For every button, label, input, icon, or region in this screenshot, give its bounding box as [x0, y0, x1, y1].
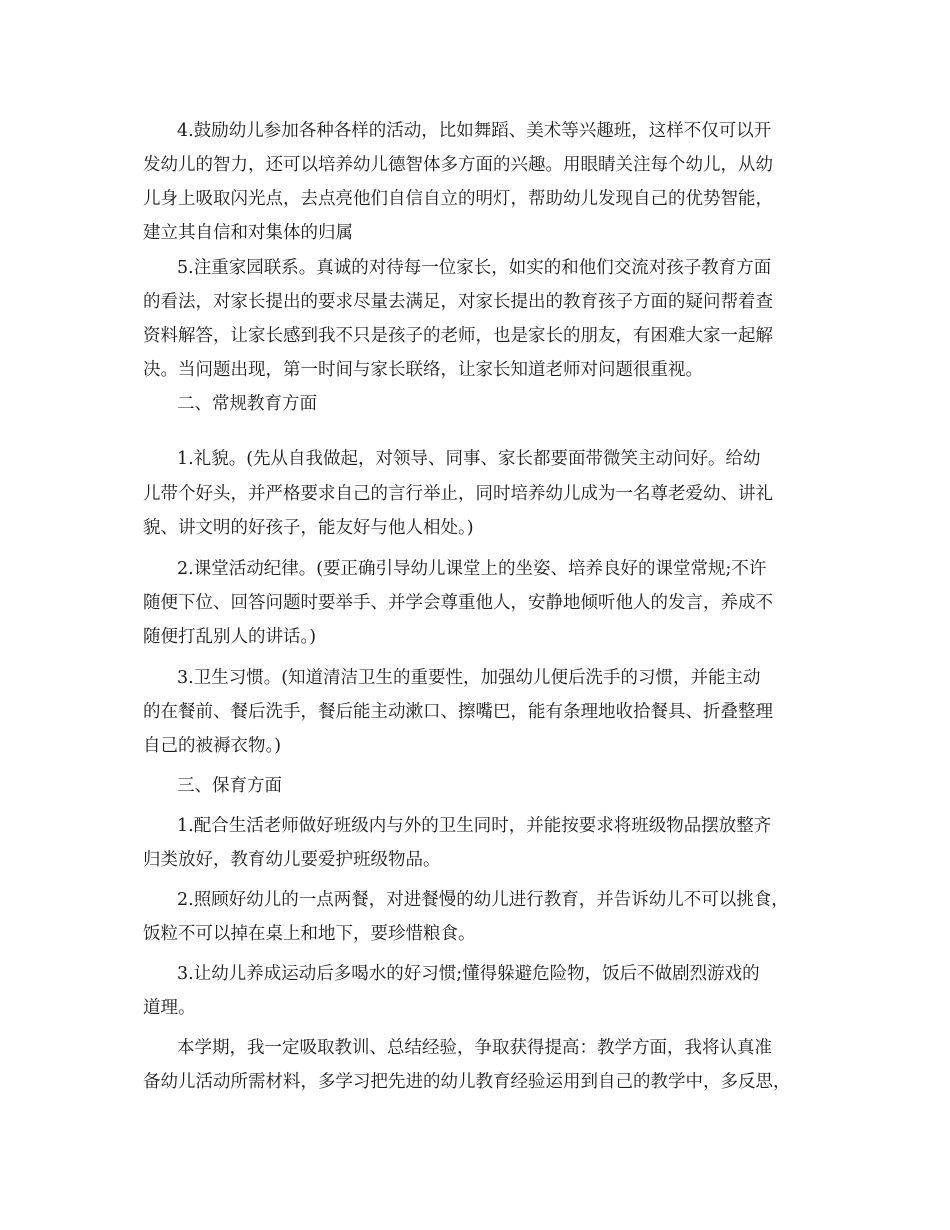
- care-item-2-line-2: 饭粒不可以掉在桌上和地下，要珍惜粮食。: [143, 924, 476, 944]
- routine-item-1-line-1: 1.礼貌。(先从自我做起，对领导、同事、家长都要面带微笑主动问好。给幼: [177, 449, 761, 469]
- routine-item-3-line-1: 3.卫生习惯。(知道清洁卫生的重要性，加强幼儿便后洗手的习惯，并能主动: [177, 668, 761, 688]
- care-item-1-line-1: 1.配合生活老师做好班级内与外的卫生同时，并能按要求将班级物品摆放整齐: [177, 816, 772, 836]
- routine-item-3-line-2: 的在餐前、餐后洗手，餐后能主动漱口、擦嘴巴，能有条理地收拾餐具、折叠整理: [143, 702, 773, 722]
- paragraph-5-line-3: 资料解答，让家长感到我不只是孩子的老师，也是家长的朋友，有困难大家一起解: [143, 326, 773, 346]
- care-item-3-line-1: 3.让幼儿养成运动后多喝水的好习惯;懂得躲避危险物，饭后不做剧烈游戏的: [177, 964, 760, 984]
- paragraph-5-line-4: 决。当问题出现，第一时间与家长联络，让家长知道老师对问题很重视。: [143, 360, 703, 380]
- routine-item-2-line-3: 随便打乱别人的讲话。): [143, 627, 317, 647]
- paragraph-4-line-3: 儿身上吸取闪光点，去点亮他们自信自立的明灯，帮助幼儿发现自己的优势智能，: [143, 189, 773, 209]
- care-item-1-line-2: 归类放好，教育幼儿要爱护班级物品。: [143, 850, 441, 870]
- routine-item-2-line-1: 2.课堂活动纪律。(要正确引导幼儿课堂上的坐姿、培养良好的课堂常规;不许: [177, 559, 767, 579]
- care-item-3-line-2: 道理。: [143, 998, 196, 1018]
- paragraph-4-line-4: 建立其自信和对集体的归属: [143, 223, 353, 243]
- paragraph-4-line-1: 4.鼓励幼儿参加各种各样的活动，比如舞蹈、美术等兴趣班，这样不仅可以开: [177, 121, 772, 141]
- routine-item-2-line-2: 随便下位、回答问题时要举手、并学会尊重他人，安静地倾听他人的发言，养成不: [143, 593, 773, 613]
- section-heading-care: 三、保育方面: [177, 776, 282, 796]
- care-item-2-line-1: 2.照顾好幼儿的一点两餐，对进餐慢的幼儿进行教育，并告诉幼儿不可以挑食，: [177, 890, 789, 910]
- routine-item-1-line-2: 儿带个好头，并严格要求自己的言行举止，同时培养幼儿成为一名尊老爱幼、讲礼: [143, 484, 773, 504]
- paragraph-5-line-1: 5.注重家园联系。真诚的对待每一位家长，如实的和他们交流对孩子教育方面: [177, 258, 772, 278]
- section-heading-routine: 二、常规教育方面: [177, 394, 317, 414]
- routine-item-3-line-3: 自己的被褥衣物。): [143, 736, 282, 756]
- routine-item-1-line-3: 貌、讲文明的好孩子，能友好与他人相处。): [143, 518, 474, 538]
- paragraph-4-line-2: 发幼儿的智力，还可以培养幼儿德智体多方面的兴趣。用眼睛关注每个幼儿，从幼: [143, 155, 773, 175]
- closing-paragraph-line-2: 备幼儿活动所需材料，多学习把先进的幼儿教育经验运用到自己的教学中，多反思，: [143, 1072, 791, 1092]
- closing-paragraph-line-1: 本学期，我一定吸取教训、总结经验，争取获得提高：教学方面，我将认真准: [177, 1038, 772, 1058]
- paragraph-5-line-2: 的看法，对家长提出的要求尽量去满足，对家长提出的教育孩子方面的疑问帮着查: [143, 292, 773, 312]
